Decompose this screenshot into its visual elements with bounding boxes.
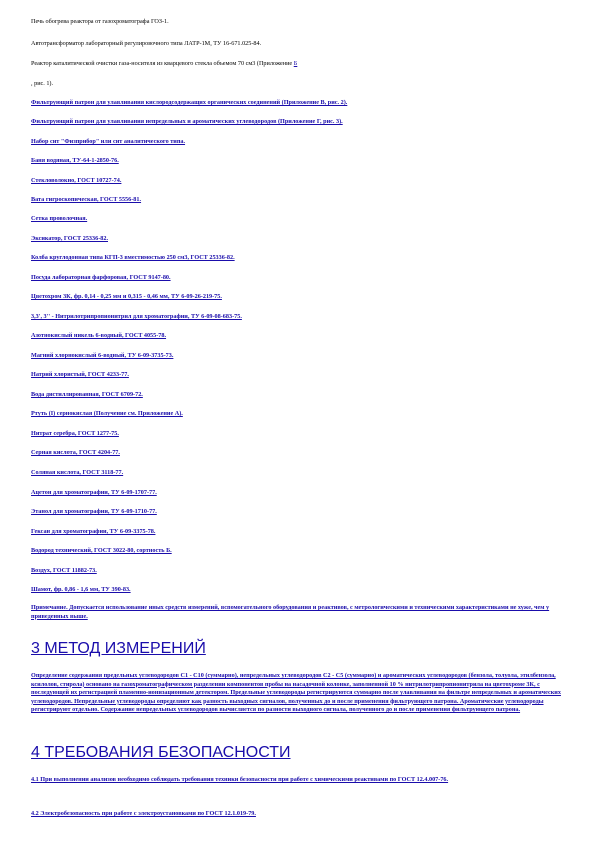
section-4-heading[interactable]: 4 ТРЕБОВАНИЯ БЕЗОПАСНОСТИ [31,744,291,761]
material-link[interactable]: Азотнокислый никель 6-водный, ГОСТ 4055-78. [31,332,167,339]
material-link[interactable]: Натрий хлористый, ГОСТ 4233-77. [31,371,129,378]
material-link[interactable]: Шамот, фр. 0,86 - 1,6 мм, ТУ 390-83. [31,586,131,593]
material-link[interactable]: Водород технический, ГОСТ 3022-80, сортность Б. [31,547,172,554]
material-link[interactable]: Серная кислота, ГОСТ 4204-77. [31,449,120,456]
section-3-text[interactable]: Определение содержания предельных углеводородов С1 - С10 (суммарно), непредельных углеводородов С2 - С5 (суммарно) и ароматических углеводородов (бензола, толуола, этилбензола, ксилолов, стирола) основано на газохроматографическом разделении компонентов пробы на насадочной колонке, заполненной 10 % нитрилотрипропионитрила на цветохроме 3К, с последующей их регистрацией пламенно-ионизационным детектором. Предельные углеводороды регистрируются суммарно после улавливания на фильтре непредельных и ароматических углеводородов. Непредельные углеводороды определяют как разность выходных сигналов, полученных до и после применения фильтрующего патрона. Ароматические углеводороды регистрируют отдельно. Содержание непредельных углеводородов вычисляется по разности выходного сигнала, полученного до и после применения фильтрующего патрона. [31,672,561,714]
material-link[interactable]: Колба круглодонная типа КГП-3 вместимостью 250 см3, ГОСТ 25336-82. [31,254,235,261]
intro-line: Печь обогрева реактора от газохроматографа ГОЗ-1. [31,18,169,25]
material-link[interactable]: Воздух, ГОСТ 11882-73. [31,567,97,574]
reactor-line [31,60,571,67]
material-link[interactable]: Соляная кислота, ГОСТ 3118-77. [31,469,124,476]
material-link[interactable]: Цветохром 3К, фр. 0,14 - 0,25 мм и 0,315 - 0,46 мм, ТУ 6-09-26-219-75. [31,293,222,300]
reactor-line-text: Реактор каталитической очистки газа-носителя из кварцевого стекла объемом 70 см3 (Приложение [31,60,294,67]
section-3-heading[interactable]: 3 МЕТОД ИЗМЕРЕНИЙ [31,640,206,657]
material-link[interactable]: Набор сит "Физприбор" или сит аналитического типа. [31,138,186,145]
material-link[interactable]: Стекловолокно, ГОСТ 10727-74. [31,177,122,184]
safety-item[interactable]: 4.1 При выполнении анализов необходимо соблюдать требования техники безопасности при работе с химическими реактивами по ГОСТ 12.4.007-76. [31,776,449,783]
material-link[interactable]: Фильтрующий патрон для улавливания непредельных и ароматических углеводородов (Приложение Г, рис. 3). [31,118,343,125]
material-link[interactable]: Вода дистиллированная, ГОСТ 6709-72. [31,391,143,398]
material-link[interactable]: 3,3', 3'' - Нитрилотрипропионитрил для хроматографии, ТУ 6-09-08-683-75. [31,313,242,320]
reactor-line-cont: , рис. 1). [31,80,54,87]
material-link[interactable]: Этанол для хроматографии, ТУ 6-09-1710-77. [31,508,157,515]
material-link[interactable]: Фильтрующий патрон для улавливания кислородсодержащих органических соединений (Приложение В, рис. 2). [31,99,348,106]
material-link[interactable]: Магний хлорнокислый 6-водный, ТУ 6-09-3735-73. [31,352,174,359]
material-link[interactable]: Нитрат серебра, ГОСТ 1277-75. [31,430,119,437]
appendix-b-link[interactable]: Б [293,60,298,67]
material-link[interactable]: Вата гигроскопическая, ГОСТ 5556-81. [31,196,142,203]
material-link[interactable]: Эксикатор, ГОСТ 25336-82. [31,235,108,242]
material-link[interactable]: Баня водяная, ТУ-64-1-2850-76. [31,157,119,164]
material-link[interactable]: Посуда лабораторная фарфоровая, ГОСТ 9147-80. [31,274,171,281]
material-link[interactable]: Ацетон для хроматографии, ТУ 6-09-1707-77. [31,489,157,496]
material-link[interactable]: Сетка проволочная. [31,215,88,222]
note-paragraph[interactable]: Примечание. Допускается использование иных средств измерений, вспомогательного оборудования и реактивов, с метрологическими и техническими характеристиками не хуже, чем у приведенных выше. [31,604,550,620]
intro-line: Автотрансформатор лабораторный регулировочного типа ЛАТР-1М, ТУ 16-671.025-84. [31,40,262,47]
safety-item[interactable]: 4.2 Электробезопасность при работе с электроустановками по ГОСТ 12.1.019-79. [31,810,256,817]
material-link[interactable]: Ртуть (I) сернокислая (Получение см. Приложение А). [31,410,183,417]
material-link[interactable]: Гексан для хроматографии, ТУ 6-09-3375-78. [31,528,156,535]
